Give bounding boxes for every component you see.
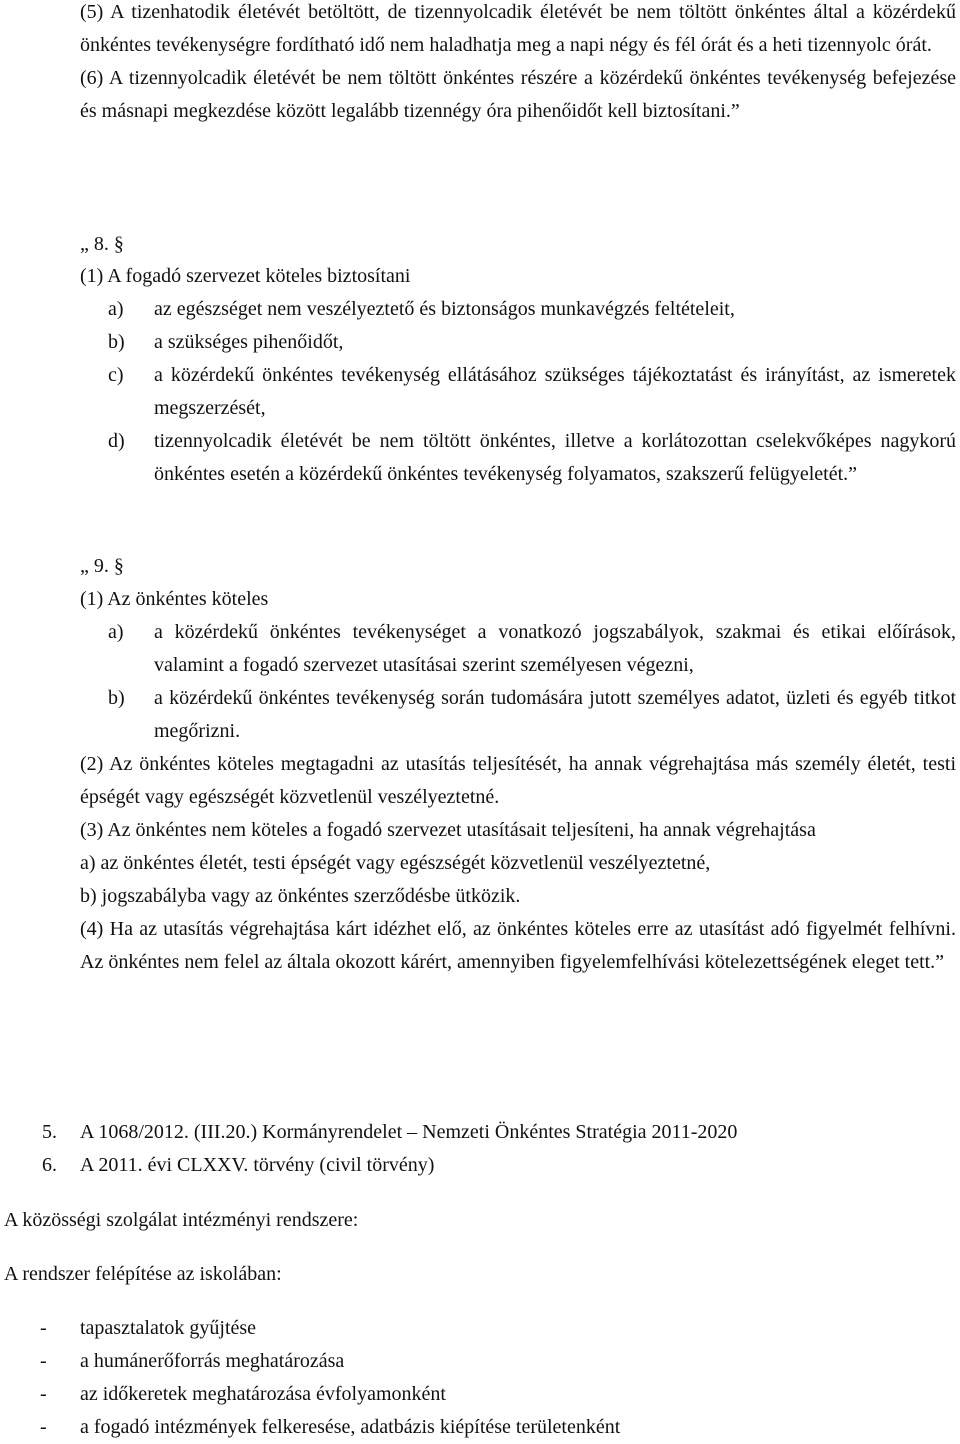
paragraph-5: (5) A tizenhatodik életévét betöltött, de tizennyolcadik életévét be nem töltött önkéntes által a közérdekű önkéntes tevékenységre fordítható idő nem haladhatja meg a napi négy és fél órát és a heti tizennyolc órát. [80, 1, 956, 56]
list-marker: a) [108, 621, 124, 643]
system-heading: A közösségi szolgálat intézményi rendszere: [4, 1209, 359, 1231]
section-8-list [80, 293, 956, 491]
section-9-list [80, 616, 956, 748]
section-9-paragraph-3: (3) Az önkéntes nem köteles a fogadó szervezet utasításait teljesíteni, ha annak végrehajtása [80, 819, 816, 841]
structure-heading: A rendszer felépítése az iskolában: [4, 1263, 282, 1285]
list-text: a közérdekű önkéntes tevékenységet a vonatkozó jogszabályok, szakmai és etikai előírások, valamint a fogadó szervezet utasításai szerint személyesen végezni, [154, 621, 956, 676]
structure-list [40, 1312, 920, 1444]
list-marker: b) [108, 687, 125, 709]
list-text: az időkeretek meghatározása évfolyamonként [80, 1383, 446, 1405]
list-item [108, 293, 956, 326]
list-item [40, 1345, 920, 1378]
list-text: tizennyolcadik életévét be nem töltött önkéntes, illetve a korlátozottan cselekvőképes nagykorú önkéntes esetén a közérdekű önkéntes tevékenység folyamatos, szakszerű felügyeletét.” [154, 430, 956, 485]
reference-text: A 2011. évi CLXXV. törvény (civil törvény) [80, 1154, 435, 1176]
dash-marker: - [40, 1383, 47, 1405]
list-item [108, 682, 956, 748]
section-8-intro: (1) A fogadó szervezet köteles biztosítani [80, 265, 411, 287]
list-text: a fogadó intézmények felkeresése, adatbázis kiépítése területenként [80, 1416, 621, 1438]
reference-list [42, 1116, 942, 1182]
list-text: a közérdekű önkéntes tevékenység ellátásához szükséges tájékoztatást és irányítást, az ismeretek megszerzését, [154, 364, 956, 419]
list-text: tapasztalatok gyűjtése [80, 1317, 257, 1339]
list-item [40, 1411, 920, 1444]
dash-marker: - [40, 1416, 47, 1438]
dash-marker: - [40, 1350, 47, 1372]
list-item [40, 1378, 920, 1411]
list-item [108, 616, 956, 682]
section-9-paragraph-2: (2) Az önkéntes köteles megtagadni az utasítás teljesítését, ha annak végrehajtása más személy életét, testi épségét vagy egészségét közvetlenül veszélyeztetné. [80, 753, 956, 808]
list-item [108, 425, 956, 491]
section-9-paragraph-4: (4) Ha az utasítás végrehajtása kárt idézhet elő, az önkéntes köteles erre az utasítást adó figyelmét felhívni. Az önkéntes nem felel az általa okozott kárért, amennyiben figyelemfelhívási kötelezettségének eleget tett.” [80, 918, 956, 973]
list-item [108, 359, 956, 425]
list-marker: a) [108, 298, 124, 320]
section-9-heading: „ 9. § [80, 555, 124, 577]
list-text: a humánerőforrás meghatározása [80, 1350, 345, 1372]
reference-marker: 6. [42, 1154, 57, 1176]
section-9-intro: (1) Az önkéntes köteles [80, 588, 269, 610]
list-text: a közérdekű önkéntes tevékenység során tudomására jutott személyes adatot, üzleti és egyéb titkot megőrizni. [154, 687, 956, 742]
list-item [108, 326, 956, 359]
section-9-paragraph-3a: a) az önkéntes életét, testi épségét vagy egészségét közvetlenül veszélyeztetné, [80, 852, 711, 874]
dash-marker: - [40, 1317, 47, 1339]
reference-marker: 5. [42, 1121, 57, 1143]
reference-item [42, 1149, 942, 1182]
section-8-body [80, 260, 956, 491]
list-text: a szükséges pihenőidőt, [154, 331, 344, 353]
section-8-heading: „ 8. § [80, 233, 124, 255]
section-9-body [80, 583, 956, 979]
list-text: az egészséget nem veszélyeztető és biztonságos munkavégzés feltételeit, [154, 298, 735, 320]
list-marker: d) [108, 430, 125, 452]
reference-item [42, 1116, 942, 1149]
paragraph-6: (6) A tizennyolcadik életévét be nem töltött önkéntes részére a közérdekű önkéntes tevékenység befejezése és másnapi megkezdése között legalább tizennégy óra pihenőidőt kell biztosítani.” [80, 67, 956, 122]
paragraphs-5-6 [80, 0, 956, 128]
list-marker: b) [108, 331, 125, 353]
section-9-paragraph-3b: b) jogszabályba vagy az önkéntes szerződésbe ütközik. [80, 885, 521, 907]
list-marker: c) [108, 364, 124, 386]
reference-text: A 1068/2012. (III.20.) Kormányrendelet – Nemzeti Önkéntes Stratégia 2011-2020 [80, 1121, 738, 1143]
list-item [40, 1312, 920, 1345]
